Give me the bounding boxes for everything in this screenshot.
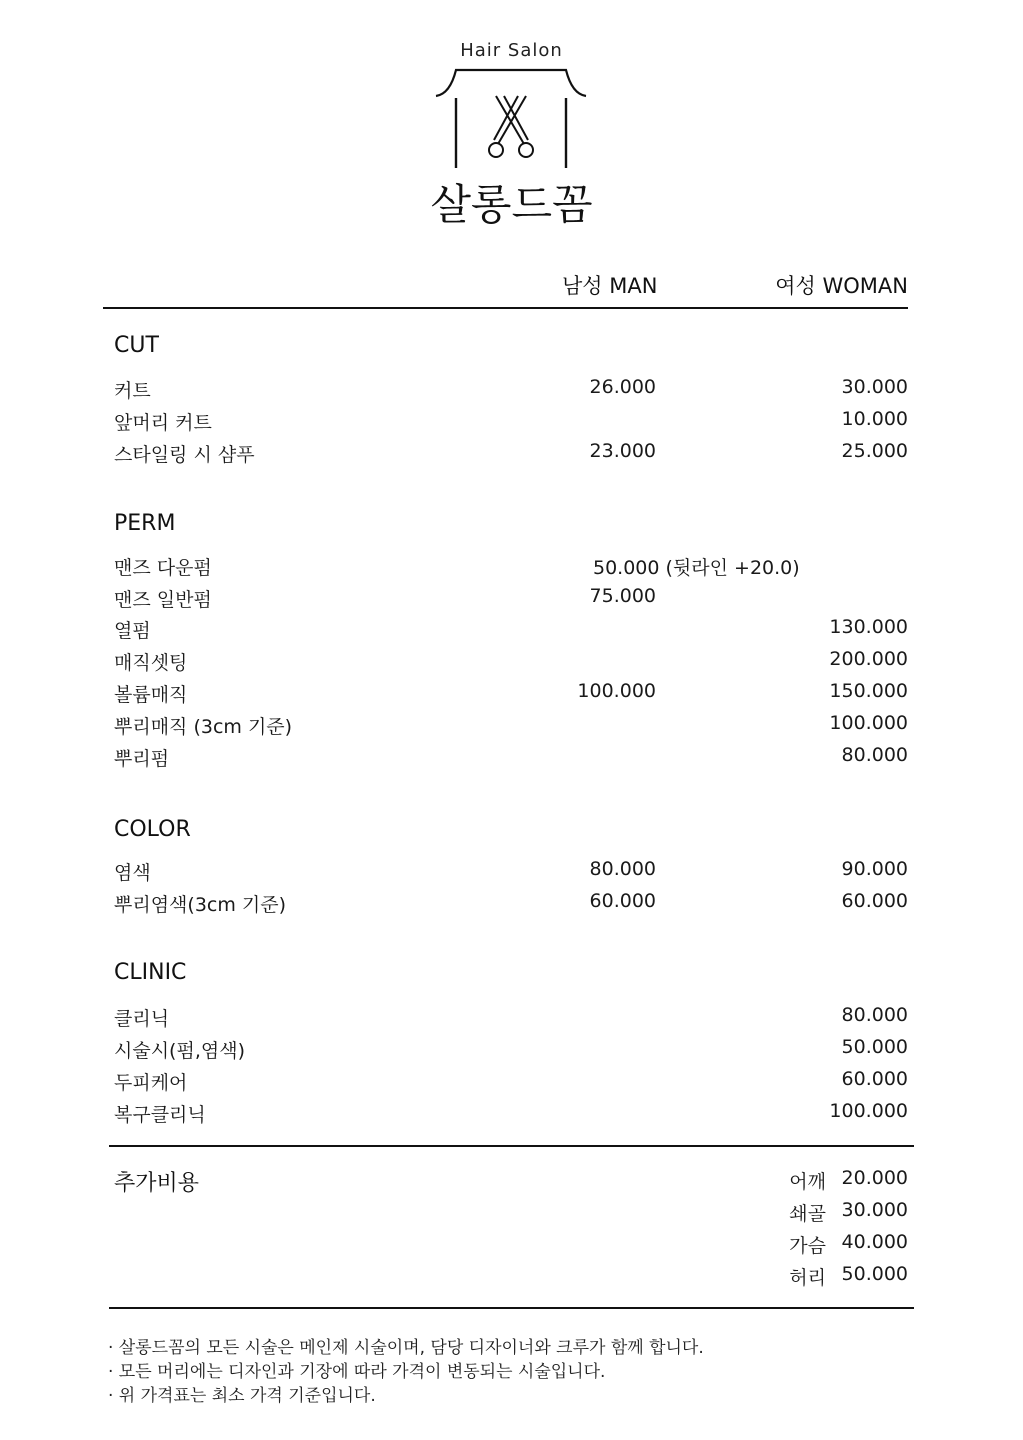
- logo-subtitle: Hair Salon: [460, 40, 563, 61]
- price-row: [114, 648, 908, 678]
- woman-price: 30.000: [841, 376, 908, 398]
- service-name: 클리닉: [114, 1008, 170, 1030]
- service-name: 뿌리펌: [114, 748, 170, 770]
- section-divider: [109, 1145, 914, 1147]
- service-name: 커트: [114, 380, 151, 402]
- extra-cost-row: [708, 1199, 908, 1229]
- price-row: [114, 376, 908, 406]
- footer-divider: [109, 1307, 914, 1309]
- price-row: [114, 744, 908, 774]
- price-row: [114, 1068, 908, 1098]
- footnote: · 모든 머리에는 디자인과 기장에 따라 가격이 변동되는 시술입니다.: [108, 1362, 606, 1382]
- section-title-perm: PERM: [114, 511, 176, 536]
- woman-price: 200.000: [829, 648, 908, 670]
- price-row: [114, 553, 908, 583]
- service-name: 두피케어: [114, 1072, 188, 1094]
- man-price: 50.000 (뒷라인 +20.0): [593, 557, 800, 579]
- scissors-logo-icon: [432, 66, 590, 172]
- woman-price: 80.000: [841, 1004, 908, 1026]
- service-name: 매직셋팅: [114, 652, 188, 674]
- section-title-color: COLOR: [114, 817, 191, 842]
- man-price: 100.000: [577, 680, 656, 702]
- extra-cost-value: 30.000: [841, 1199, 908, 1221]
- woman-price: 10.000: [841, 408, 908, 430]
- man-price: 23.000: [589, 440, 656, 462]
- man-price: 80.000: [589, 858, 656, 880]
- woman-price: 100.000: [829, 712, 908, 734]
- salon-name: 살롱드꼼: [430, 180, 593, 229]
- woman-price: 25.000: [841, 440, 908, 462]
- service-name: 볼륨매직: [114, 684, 188, 706]
- man-price: 75.000: [589, 585, 656, 607]
- service-name: 염색: [114, 862, 151, 884]
- extra-cost-value: 40.000: [841, 1231, 908, 1253]
- extra-cost-label: 어깨: [789, 1171, 826, 1193]
- footnote: · 위 가격표는 최소 가격 기준입니다.: [108, 1386, 376, 1406]
- woman-price: 80.000: [841, 744, 908, 766]
- extra-cost-value: 20.000: [841, 1167, 908, 1189]
- price-row: [114, 1004, 908, 1034]
- service-name: 열펌: [114, 620, 151, 642]
- woman-price: 50.000: [841, 1036, 908, 1058]
- section-title-cut: CUT: [114, 333, 159, 358]
- price-row: [114, 712, 908, 742]
- extra-cost-row: [708, 1263, 908, 1293]
- extra-cost-value: 50.000: [841, 1263, 908, 1285]
- woman-price: 130.000: [829, 616, 908, 638]
- extra-cost-label: 허리: [789, 1267, 826, 1289]
- extra-cost-label: 쇄골: [789, 1203, 826, 1225]
- price-row: [114, 680, 908, 710]
- woman-price: 60.000: [841, 890, 908, 912]
- service-name: 뿌리염색(3cm 기준): [114, 894, 287, 916]
- woman-price: 100.000: [829, 1100, 908, 1122]
- price-row: [114, 1100, 908, 1130]
- price-row: [114, 440, 908, 470]
- price-row: [114, 408, 908, 438]
- price-row: [114, 890, 908, 920]
- section-title-clinic: CLINIC: [114, 960, 187, 985]
- service-name: 맨즈 다운펌: [114, 557, 212, 579]
- service-name: 뿌리매직 (3cm 기준): [114, 716, 293, 738]
- service-name: 스타일링 시 샴푸: [114, 444, 255, 466]
- extra-cost-title: 추가비용: [114, 1171, 200, 1196]
- service-name: 시술시(펌,염색): [114, 1040, 245, 1062]
- extra-cost-row: [708, 1231, 908, 1261]
- price-row: [114, 1036, 908, 1066]
- woman-price: 90.000: [841, 858, 908, 880]
- woman-price: 60.000: [841, 1068, 908, 1090]
- extra-cost-label: 가슴: [789, 1235, 826, 1257]
- footnote: · 살롱드꼼의 모든 시술은 메인제 시술이며, 담당 디자이너와 크루가 함께 합니다.: [108, 1338, 704, 1358]
- man-price: 60.000: [589, 890, 656, 912]
- service-name: 맨즈 일반펌: [114, 589, 212, 611]
- header-divider: [103, 307, 908, 309]
- column-header-man: 남성 MAN: [562, 274, 658, 298]
- column-header-woman: 여성 WOMAN: [775, 274, 908, 298]
- man-price: 26.000: [589, 376, 656, 398]
- extra-cost-row: [708, 1167, 908, 1197]
- price-row: [114, 616, 908, 646]
- service-name: 앞머리 커트: [114, 412, 212, 434]
- price-row: [114, 585, 908, 615]
- price-row: [114, 858, 908, 888]
- service-name: 복구클리닉: [114, 1104, 206, 1126]
- woman-price: 150.000: [829, 680, 908, 702]
